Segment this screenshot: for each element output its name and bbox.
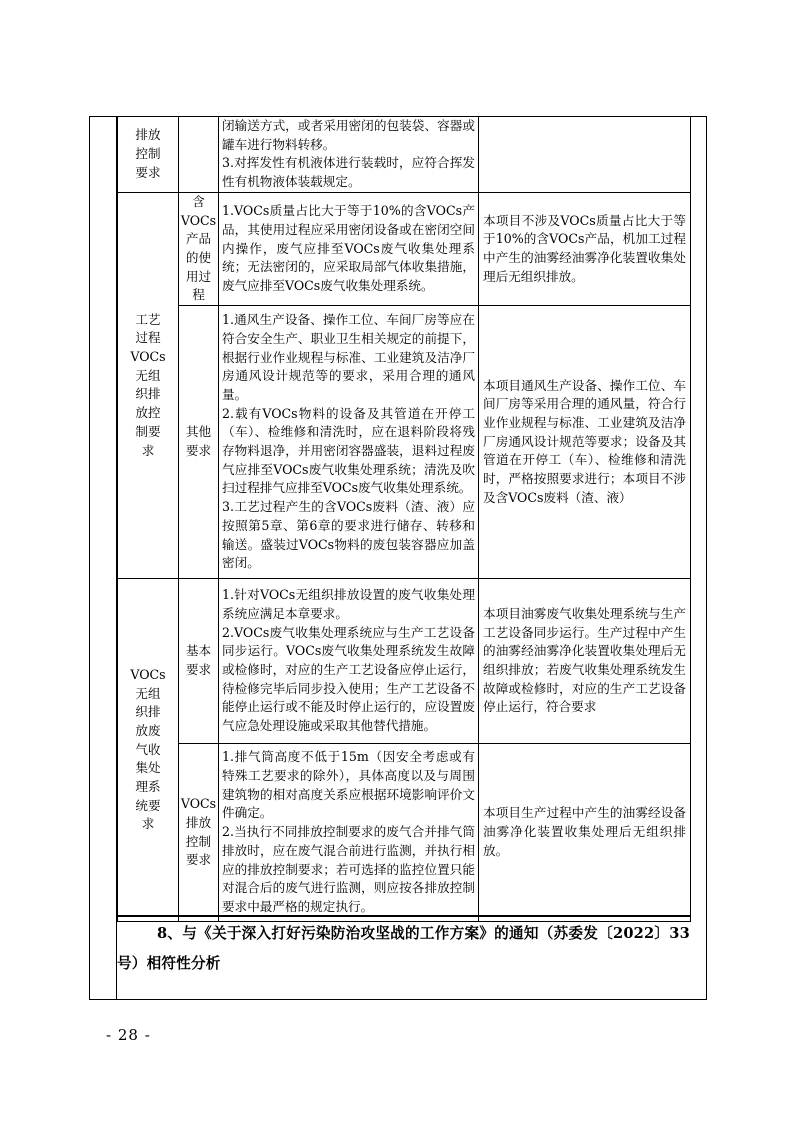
project-status-cell: 本项目油雾废气收集处理系统与生产工艺设备同步运行。生产过程中产生的油雾经油雾净化装置收集处理后无组织排放；若废气收集处理系统发生故障或检修时，对应的生产工艺设备停止运行，符合要求 bbox=[479, 579, 691, 744]
project-status-cell: 本项目通风生产设备、操作工位、车间厂房等采用合理的通风量，符合行业作业规程与标准、工业建筑及洁净厂房通风设计规范等要求；设备及其管道在开停工（车）、检维修和清洗时，严格按照要求进行；本项目不涉及含VOCs废料（渣、液） bbox=[479, 306, 691, 579]
compliance-table bbox=[117, 116, 691, 922]
requirement-cell: 1.VOCs质量占比大于等于10%的含VOCs产品，其使用过程应采用密闭设备或在密闭空间内操作，废气应排至VOCs废气收集处理系统；无法密闭的，应采取局部气体收集措施，废气应排至VOCs废气收集处理系统。 bbox=[219, 192, 479, 305]
project-status-cell: 本项目生产过程中产生的油雾经设备油雾净化装置收集处理后无组织排放。 bbox=[479, 744, 691, 922]
requirement-cell: 1.排气筒高度不低于15m（因安全考虑或有特殊工艺要求的除外），具体高度以及与周围建筑物的相对高度关系应根据环境影响评价文件确定。 2.当执行不同排放控制要求的废气合并排气筒排放时，应在废气混合前进行监测，并执行相应的排放控制要求；若可选择的监控位置只能对混合后的废气进行监测，则应按各排放控制要求中最严格的规定执行。 bbox=[219, 744, 479, 922]
section-heading-text: 8、与《关于深入打好污染防治攻坚战的工作方案》的通知（苏委发〔2022〕33号）相符性分析 bbox=[117, 925, 690, 972]
page-number: - 28 - bbox=[106, 1026, 151, 1044]
category-cell: 工艺 过程 VOCs 无组 织排 放控 制要 求 bbox=[118, 192, 179, 578]
project-status-cell: 本项目不涉及VOCs质量占比大于等于10%的含VOCs产品，机加工过程中产生的油雾经油雾净化装置收集处理后无组织排放。 bbox=[479, 192, 691, 305]
category-cell: VOCs 无组 织排 放废 气收 集处 理系 统要 求 bbox=[118, 579, 179, 922]
subcategory-cell: 其他 要求 bbox=[179, 306, 219, 579]
requirement-cell: 1.通风生产设备、操作工位、车间厂房等应在符合安全生产、职业卫生相关规定的前提下，根据行业作业规程与标准、工业建筑及洁净厂房通风设计规范等的要求，采用合理的通风量。 2.载有VOCs物料的设备及其管道在开停工（车）、检维修和清洗时，应在退料阶段将残存物料退净，并用密闭容器盛装，退料过程废气应排至VOCs废气收集处理系统；清洗及吹扫过程排气应排至VOCs废气收集处理系统。 3.工艺过程产生的含VOCs废料（渣、液）应按照第5章、第6章的要求进行储存、转移和输送。盛装过VOCs物料的废包装容器应加盖密闭。 bbox=[219, 306, 479, 579]
table-row bbox=[118, 744, 691, 922]
table-row bbox=[118, 306, 691, 579]
table-row bbox=[118, 192, 691, 305]
requirement-cell: 闭输送方式，或者采用密闭的包装袋、容器或罐车进行物料转移。 3.对挥发性有机液体进行装载时，应符合挥发性有机物液体装载规定。 bbox=[219, 117, 479, 193]
section-heading bbox=[117, 915, 690, 979]
project-status-cell bbox=[479, 117, 691, 193]
table-row bbox=[118, 579, 691, 744]
requirement-cell: 1.针对VOCs无组织排放设置的废气收集处理系统应满足本章要求。 2.VOCs废气收集处理系统应与生产工艺设备同步运行。VOCs废气收集处理系统发生故障或检修时，对应的生产工艺设备应停止运行，待检修完毕后同步投入使用；生产工艺设备不能停止运行或不能及时停止运行的，应设置废气应急处理设施或采取其他替代措施。 bbox=[219, 579, 479, 744]
subcategory-cell bbox=[179, 117, 219, 193]
subcategory-cell: 含 VOCs 产品 的使 用过 程 bbox=[179, 192, 219, 305]
subcategory-cell: 基本 要求 bbox=[179, 579, 219, 744]
table-row bbox=[118, 117, 691, 193]
subcategory-cell: VOCs 排放 控制 要求 bbox=[179, 744, 219, 922]
category-cell: 排放 控制 要求 bbox=[118, 117, 179, 193]
